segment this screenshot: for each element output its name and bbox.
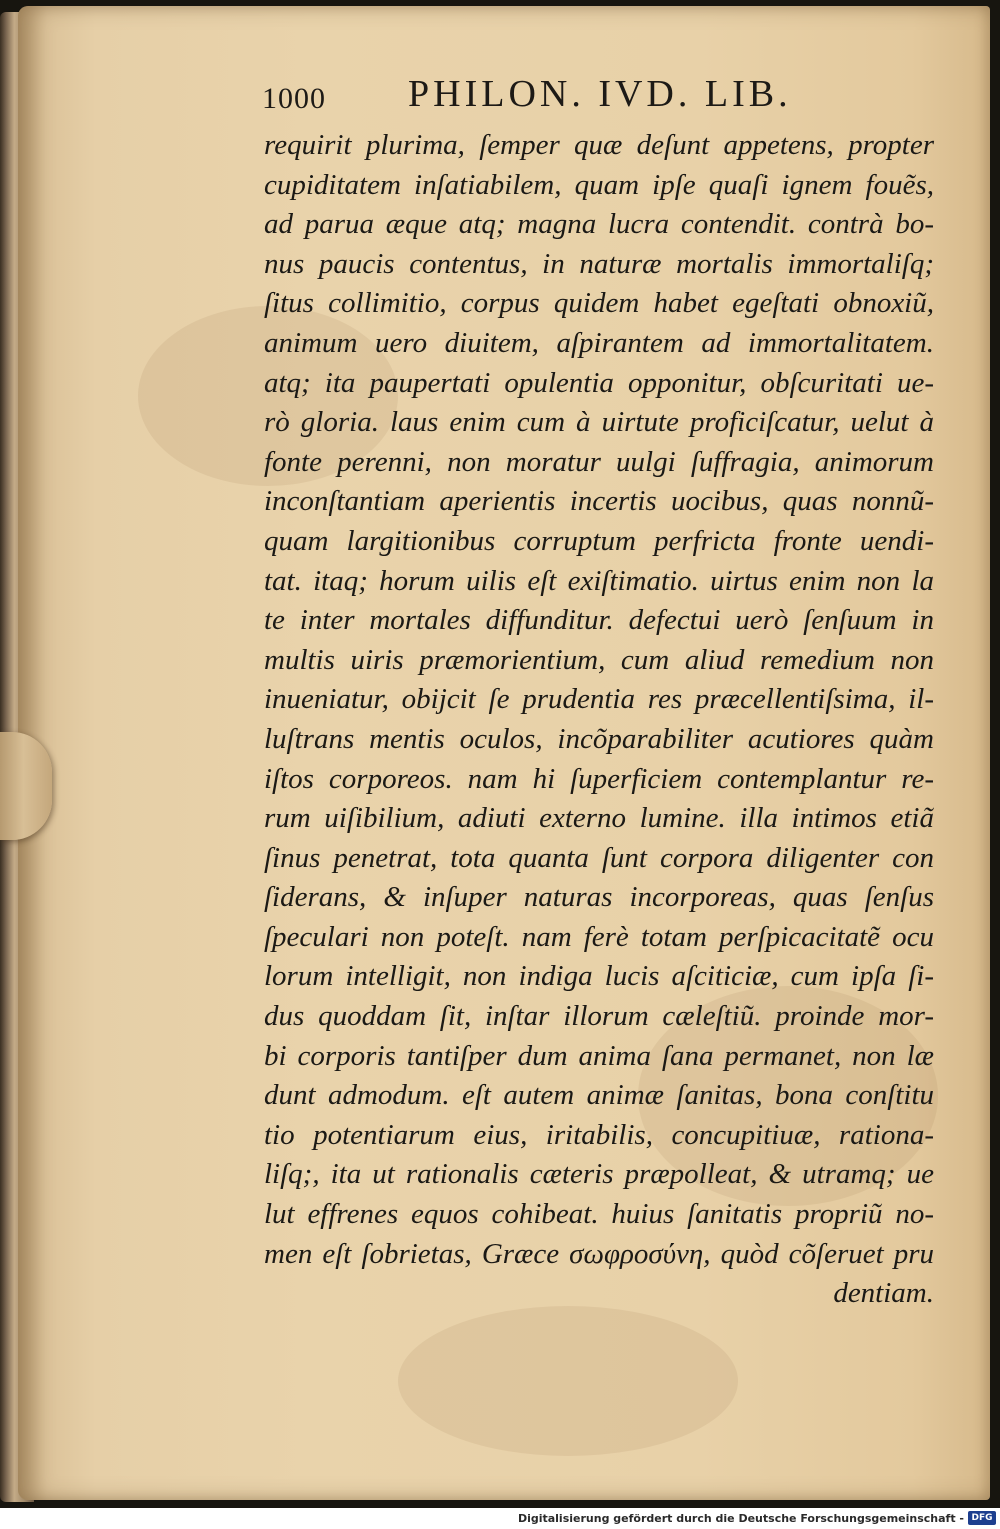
- text-line: inueniatur, obijcit ſe prudentia res præcellentiſsima, il-: [264, 683, 934, 716]
- text-line: ſiderans, & inſuper naturas incorporeas, quas ſenſus: [264, 881, 934, 914]
- text-line: rum uiſibilium, adiuti externo lumine. illa intimos etiã: [264, 802, 934, 835]
- body-text: [264, 126, 934, 1314]
- text-line: quam largitionibus corruptum perfricta fronte uendi-: [264, 524, 934, 557]
- running-head: [262, 72, 862, 120]
- text-line: nus paucis contentus, in naturæ mortalis immortaliſq;: [264, 247, 934, 280]
- text-line: liſq;, ita ut rationalis cæteris præpolleat, & utramq; ue: [264, 1158, 934, 1191]
- text-line: requirit plurima, ſemper quæ deſunt appetens, propter: [264, 129, 934, 161]
- text-line: dunt admodum. eſt autem animæ ſanitas, bona conſtitu: [264, 1079, 934, 1112]
- text-line: ſpeculari non poteſt. nam ferè totam perſpicacitatẽ ocu: [264, 920, 934, 953]
- text-line: bi corporis tantiſper dum anima ſana permanet, non læ: [264, 1039, 934, 1072]
- text-line: ſitus collimitio, corpus quidem habet egeſtati obnoxiũ,: [264, 287, 934, 320]
- text-line: dus quoddam ſit, inſtar illorum cæleſtiũ. proinde mor-: [264, 1000, 934, 1033]
- text-line: te inter mortales diffunditur. defectui uerò ſenſuum in: [264, 604, 934, 637]
- text-line: animum uero diuitem, aſpirantem ad immortalitatem.: [264, 326, 934, 359]
- dfg-logo: DFG: [968, 1511, 996, 1525]
- text-line: inconſtantiam aperientis incertis uocibus, quas nonnũ-: [264, 485, 934, 518]
- text-line: luſtrans mentis oculos, incõparabiliter acutiores quàm: [264, 722, 934, 755]
- text-line: tat. itaq; horum uilis eſt exiſtimatio. uirtus enim non la: [264, 564, 934, 597]
- digitization-footer: [0, 1508, 1000, 1529]
- text-line: iſtos corporeos. nam hi ſuperficiem contemplantur re-: [264, 762, 934, 795]
- text-line: rò gloria. laus enim cum à uirtute proficiſcatur, uelut à: [264, 406, 934, 439]
- running-title: PHILON. IVD. LIB.: [408, 73, 792, 115]
- text-line: lorum intelligit, non indiga lucis aſciticiæ, cum ipſa ſi-: [264, 960, 934, 993]
- text-line: atq; ita paupertati opulentia opponitur, obſcuritati ue-: [264, 366, 934, 399]
- paper-stain: [398, 1306, 738, 1456]
- text-line: multis uiris præmorientium, cum aliud remedium non: [264, 643, 934, 676]
- text-line: men eſt ſobrietas, Græce σωφροσύνη, quòd cõſeruet pru: [264, 1237, 934, 1270]
- text-line: dentiam.: [833, 1277, 934, 1310]
- text-line: tio potentiarum eius, iritabilis, concupitiuæ, rationa-: [264, 1118, 934, 1151]
- text-line: cupiditatem inſatiabilem, quam ipſe quaſi ignem fouẽs,: [264, 168, 934, 201]
- text-line: lut effrenes equos cohibeat. huius ſanitatis propriũ no-: [264, 1198, 934, 1231]
- text-line: fonte perenni, non moratur uulgi ſuffragia, animorum: [264, 445, 934, 478]
- page-number: 1000: [262, 82, 326, 115]
- text-line: ad parua æque atq; magna lucra contendit. contrà bo-: [264, 208, 934, 241]
- funding-credit: Digitalisierung gefördert durch die Deutsche Forschungsgemeinschaft -: [517, 1512, 964, 1525]
- text-line: ſinus penetrat, tota quanta ſunt corpora diligenter con: [264, 841, 934, 874]
